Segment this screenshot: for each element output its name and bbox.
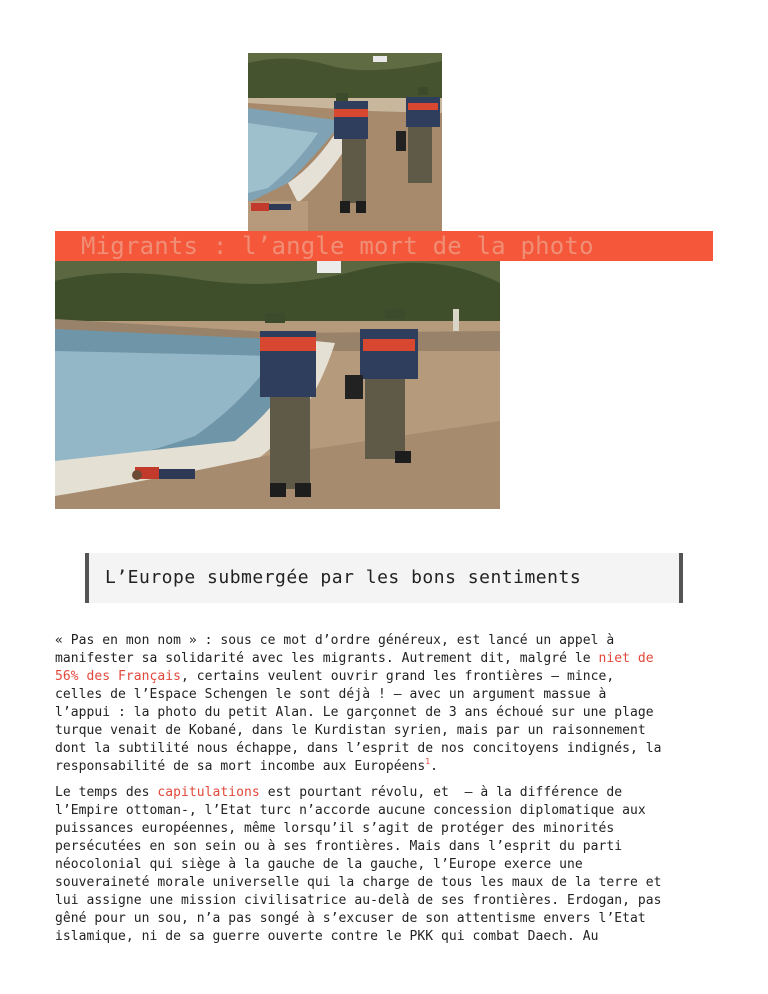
text-segment: responsabilité de sa mort incombe aux Européens — [55, 759, 426, 774]
text-line: « Pas en mon nom » : sous ce mot d’ordre généreux, est lancé un appel à — [55, 633, 615, 648]
link-niet-56[interactable]: niet de — [598, 651, 654, 666]
text-segment: manifester sa solidarité avec les migrants. Autrement dit, malgré le — [55, 651, 599, 666]
section-heading: L’Europe submergée par les bons sentiments — [85, 553, 683, 603]
article-title: Migrants : l’angle mort de la photo — [81, 232, 594, 260]
text-segment: Le temps des — [55, 785, 158, 800]
text-line: néocolonial qui siège à la gauche de la gauche, l’Europe exerce une — [55, 857, 583, 872]
text-line: dont la subtilité nous échappe, dans l’esprit de nos concitoyens indignés, la — [55, 741, 662, 756]
text-line — [55, 758, 720, 776]
text-line: gêné pour un sou, n’a pas songé à s’excuser de son attentisme envers l’Etat — [55, 911, 646, 926]
text-line: souveraineté morale universelle qui la charge de tous les maux de la terre et — [55, 875, 662, 890]
link-capitulations[interactable]: capitulations — [157, 785, 260, 800]
text-segment: . — [430, 759, 438, 774]
text-line: puissances européennes, même lorsqu’il s’agit de protéger des minorités — [55, 821, 615, 836]
text-line: l’Empire ottoman-, l’Etat turc n’accorde aucune concession diplomatique aux — [55, 803, 646, 818]
text-line: l’appui : la photo du petit Alan. Le garçonnet de 3 ans échoué sur une plage — [55, 705, 654, 720]
text-line: celles de l’Espace Schengen le sont déjà ! – avec un argument massue à — [55, 687, 607, 702]
text-line — [55, 784, 720, 802]
text-line: lui assigne une mission civilisatrice au-delà de ses frontières. Erdogan, pas — [55, 893, 662, 908]
text-segment: est pourtant révolu, et – à la différence de — [259, 785, 623, 800]
text-line: islamique, ni de sa guerre ouverte contre le PKK qui combat Daech. Au — [55, 929, 599, 944]
text-line — [55, 668, 720, 686]
beach-photo-large — [55, 261, 500, 509]
text-segment: , certains veulent ouvrir grand les frontières – mince, — [181, 669, 615, 684]
text-line — [55, 650, 720, 668]
text-line: persécutées en son sein ou à ses frontières. Mais dans l’esprit du parti — [55, 839, 623, 854]
link-56-francais[interactable]: 56% des Français — [55, 669, 182, 684]
text-line: turque venait de Kobané, dans le Kurdistan syrien, mais par un raisonnement — [55, 723, 646, 738]
paragraph-1 — [55, 632, 720, 776]
paragraph-2 — [55, 784, 720, 946]
beach-photo-small — [248, 53, 442, 231]
article-title-bar — [55, 231, 713, 261]
footnote-ref[interactable]: 1 — [425, 757, 431, 766]
